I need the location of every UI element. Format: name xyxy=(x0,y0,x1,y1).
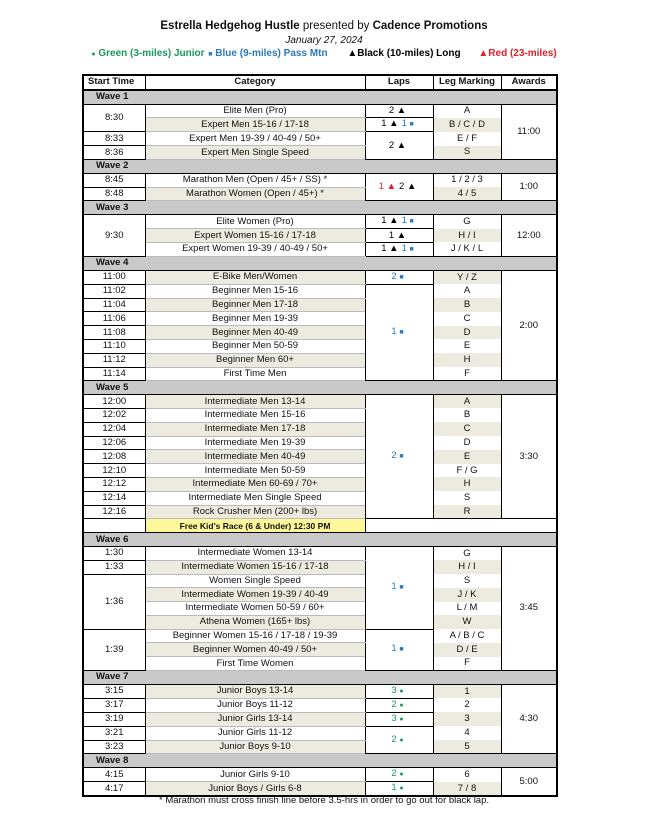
blue-course-icon: ■ xyxy=(409,218,414,226)
table-row xyxy=(83,464,557,478)
laps xyxy=(365,270,433,284)
event-date: January 27, 2024 xyxy=(285,35,363,46)
start-time: 1:39 xyxy=(83,629,145,670)
awards-time: 5:00 xyxy=(501,768,557,797)
table-row xyxy=(83,104,557,118)
laps xyxy=(365,229,433,243)
start-time: 11:08 xyxy=(83,326,145,340)
leg-marking: F xyxy=(433,657,501,671)
table-row xyxy=(83,339,557,353)
leg-marking: G xyxy=(433,215,501,229)
start-time: 12:02 xyxy=(83,408,145,422)
category: Elite Women (Pro) xyxy=(145,215,365,229)
lap-count xyxy=(391,734,403,745)
leg-marking: C xyxy=(433,422,501,436)
leg-marking: C xyxy=(433,312,501,326)
lap-number: 1 xyxy=(401,215,407,227)
awards-time: 3:30 xyxy=(501,395,557,519)
category: Junior Girls 11-12 xyxy=(145,726,365,740)
lap-number: 1 xyxy=(381,118,387,130)
leg-marking: B xyxy=(433,408,501,422)
lap-number: 3 xyxy=(391,684,397,696)
category: Intermediate Men 50-59 xyxy=(145,464,365,478)
lap-number: 1 xyxy=(381,215,387,227)
wave-header-row xyxy=(83,201,557,215)
wave-label: Wave 7 xyxy=(83,671,557,685)
category: Rock Crusher Men (200+ lbs) xyxy=(145,505,365,519)
blue-course-icon: ■ xyxy=(409,245,414,253)
table-row xyxy=(83,353,557,367)
leg-marking: 4 / 5 xyxy=(433,187,501,201)
awards-time: 11:00 xyxy=(501,104,557,159)
category: Beginner Men 19-39 xyxy=(145,312,365,326)
table-row xyxy=(83,270,557,284)
start-time: 8:33 xyxy=(83,132,145,146)
leg-marking: B / C / D xyxy=(433,118,501,132)
category: Marathon Women (Open / 45+) * xyxy=(145,187,365,201)
leg-marking: H / I xyxy=(433,560,501,574)
leg-marking: Y / Z xyxy=(433,270,501,284)
category: Expert Women 19-39 / 40-49 / 50+ xyxy=(145,242,365,256)
category: Junior Boys / Girls 6-8 xyxy=(145,782,365,797)
laps xyxy=(365,104,433,118)
red-course-icon: ▲ xyxy=(386,181,396,193)
leg-marking: B xyxy=(433,298,501,312)
leg-marking: H xyxy=(433,353,501,367)
category: Intermediate Men 15-16 xyxy=(145,408,365,422)
category: First Time Men xyxy=(145,367,365,381)
table-row xyxy=(83,560,557,574)
table-row xyxy=(83,298,557,312)
promoter-name: Cadence Promotions xyxy=(372,20,488,32)
course-legend xyxy=(0,48,648,59)
start-time: 8:45 xyxy=(83,173,145,187)
lap-count xyxy=(402,215,414,226)
lap-count xyxy=(391,271,403,282)
lap-number: 2 xyxy=(391,450,397,462)
lap-count xyxy=(381,118,398,129)
table-row xyxy=(83,326,557,340)
wave-header-row xyxy=(83,159,557,173)
category: Beginner Men 40-49 xyxy=(145,326,365,340)
wave-header-row xyxy=(83,754,557,768)
event-title xyxy=(0,20,648,32)
leg-marking: A / B / C xyxy=(433,629,501,643)
category: Expert Men 15-16 / 17-18 xyxy=(145,118,365,132)
start-time: 12:16 xyxy=(83,505,145,519)
category: E-Bike Men/Women xyxy=(145,270,365,284)
leg-marking: 6 xyxy=(433,768,501,782)
category: Beginner Men 17-18 xyxy=(145,298,365,312)
category: Beginner Men 60+ xyxy=(145,353,365,367)
laps xyxy=(365,132,433,160)
leg-marking: E xyxy=(433,339,501,353)
leg-marking: H / I xyxy=(433,229,501,243)
laps xyxy=(365,684,433,698)
leg-marking: 1 xyxy=(433,684,501,698)
lap-count xyxy=(389,105,406,116)
table-row xyxy=(83,602,557,616)
start-time: 12:08 xyxy=(83,450,145,464)
table-row xyxy=(83,684,557,698)
empty-cell xyxy=(83,519,145,533)
category: Junior Girls 13-14 xyxy=(145,712,365,726)
wave-label: Wave 6 xyxy=(83,533,557,547)
table-row xyxy=(83,146,557,160)
start-time: 1:33 xyxy=(83,560,145,574)
leg-marking: A xyxy=(433,284,501,298)
lap-count xyxy=(399,181,416,192)
awards-time: 12:00 xyxy=(501,215,557,257)
laps xyxy=(365,242,433,256)
kids-race-note: Free Kid's Race (6 & Under) 12:30 PM xyxy=(145,519,365,533)
category: Intermediate Men Single Speed xyxy=(145,491,365,505)
leg-marking: 7 / 8 xyxy=(433,782,501,797)
table-row xyxy=(83,726,557,740)
category: Expert Women 15-16 / 17-18 xyxy=(145,229,365,243)
green-course-icon: ● xyxy=(399,771,404,779)
leg-marking: S xyxy=(433,574,501,588)
blue-course-icon: ■ xyxy=(399,453,404,461)
start-time: 3:17 xyxy=(83,698,145,712)
category: Beginner Women 15-16 / 17-18 / 19-39 xyxy=(145,629,365,643)
category: Elite Men (Pro) xyxy=(145,104,365,118)
start-time: 12:00 xyxy=(83,395,145,409)
leg-marking: D / E xyxy=(433,643,501,657)
start-time: 3:23 xyxy=(83,740,145,754)
start-time: 11:00 xyxy=(83,270,145,284)
header-row xyxy=(83,75,557,90)
empty-cell xyxy=(365,519,557,533)
lap-number: 2 xyxy=(388,139,395,151)
lap-number: 2 xyxy=(388,104,395,116)
category: Women Single Speed xyxy=(145,574,365,588)
lap-count xyxy=(391,326,403,337)
leg-marking: E / F xyxy=(433,132,501,146)
legend-blue: ■ Blue (9-miles) Pass Mtn xyxy=(208,48,328,59)
table-row xyxy=(83,187,557,201)
start-time: 3:21 xyxy=(83,726,145,740)
wave-label: Wave 4 xyxy=(83,256,557,270)
table-row xyxy=(83,491,557,505)
black-course-icon: ▲ xyxy=(396,139,407,151)
kids-race-row xyxy=(83,519,557,533)
table-row xyxy=(83,367,557,381)
lap-number: 1 xyxy=(391,326,397,338)
category: Intermediate Men 60-69 / 70+ xyxy=(145,477,365,491)
category: Beginner Men 15-16 xyxy=(145,284,365,298)
table-row xyxy=(83,740,557,754)
wave-label: Wave 8 xyxy=(83,754,557,768)
awards-time: 2:00 xyxy=(501,270,557,381)
red-triangle-icon: ▲ xyxy=(478,48,489,59)
category: Marathon Men (Open / 45+ / SS) * xyxy=(145,173,365,187)
lap-number: 1 xyxy=(391,782,397,794)
green-course-icon: ● xyxy=(399,687,404,695)
start-time: 12:04 xyxy=(83,422,145,436)
category: Beginner Men 50-59 xyxy=(145,339,365,353)
table-row xyxy=(83,615,557,629)
category: Intermediate Women 15-16 / 17-18 xyxy=(145,560,365,574)
wave-header-row xyxy=(83,381,557,395)
lap-count xyxy=(389,230,406,241)
laps xyxy=(365,118,433,132)
laps xyxy=(365,284,433,381)
leg-marking: R xyxy=(433,505,501,519)
start-time: 1:36 xyxy=(83,574,145,629)
lap-number: 2 xyxy=(391,270,397,282)
awards-time: 4:30 xyxy=(501,684,557,754)
table-row xyxy=(83,132,557,146)
leg-marking: D xyxy=(433,326,501,340)
table-row xyxy=(83,395,557,409)
category: Intermediate Men 19-39 xyxy=(145,436,365,450)
leg-marking: A xyxy=(433,104,501,118)
start-time: 12:06 xyxy=(83,436,145,450)
lap-number: 1 xyxy=(391,581,397,593)
laps xyxy=(365,768,433,782)
table-row xyxy=(83,229,557,243)
start-time: 8:48 xyxy=(83,187,145,201)
category: Intermediate Men 13-14 xyxy=(145,395,365,409)
table-row xyxy=(83,173,557,187)
table-row xyxy=(83,284,557,298)
start-time: 3:15 xyxy=(83,684,145,698)
wave-label: Wave 3 xyxy=(83,201,557,215)
green-circle-icon: ● xyxy=(91,51,96,58)
lap-count xyxy=(391,768,403,779)
table-row xyxy=(83,450,557,464)
leg-marking: E xyxy=(433,450,501,464)
lap-count xyxy=(379,181,396,192)
lap-number: 1 xyxy=(388,229,395,241)
schedule-table xyxy=(82,74,558,797)
table-row xyxy=(83,546,557,560)
lap-number: 1 xyxy=(401,118,407,130)
leg-marking: 5 xyxy=(433,740,501,754)
footnote: * Marathon must cross finish line before 3.5-hrs in order to go out for black lap. xyxy=(158,795,490,806)
lap-number: 2 xyxy=(391,733,397,745)
category: Intermediate Women 13-14 xyxy=(145,546,365,560)
table-row xyxy=(83,477,557,491)
category: Expert Men Single Speed xyxy=(145,146,365,160)
lap-number: 1 xyxy=(378,181,384,193)
start-time: 8:36 xyxy=(83,146,145,160)
start-time: 11:04 xyxy=(83,298,145,312)
table-row xyxy=(83,422,557,436)
wave-label: Wave 1 xyxy=(83,90,557,104)
lap-count xyxy=(391,450,403,461)
category: Intermediate Women 50-59 / 60+ xyxy=(145,602,365,616)
laps xyxy=(365,395,433,519)
table-row xyxy=(83,436,557,450)
legend-red: ▲Red (23-miles) xyxy=(478,48,557,59)
lap-number: 2 xyxy=(391,698,397,710)
black-course-icon: ▲ xyxy=(389,242,399,254)
category: Athena Women (165+ lbs) xyxy=(145,615,365,629)
lap-count xyxy=(381,215,398,226)
category: Junior Boys 9-10 xyxy=(145,740,365,754)
green-course-icon: ● xyxy=(399,785,404,793)
category: Expert Men 19-39 / 40-49 / 50+ xyxy=(145,132,365,146)
black-triangle-icon: ▲ xyxy=(347,48,358,59)
start-time: 4:17 xyxy=(83,782,145,797)
col-category: Category xyxy=(145,75,365,90)
start-time: 12:14 xyxy=(83,491,145,505)
leg-marking: F / G xyxy=(433,464,501,478)
start-time: 4:15 xyxy=(83,768,145,782)
lap-count xyxy=(391,685,403,696)
leg-marking: F xyxy=(433,367,501,381)
black-course-icon: ▲ xyxy=(389,118,399,130)
leg-marking: L / M xyxy=(433,602,501,616)
blue-course-icon: ■ xyxy=(399,273,404,281)
start-time: 9:30 xyxy=(83,215,145,257)
start-time: 3:19 xyxy=(83,712,145,726)
laps xyxy=(365,629,433,670)
black-course-icon: ▲ xyxy=(389,215,399,227)
black-course-icon: ▲ xyxy=(406,181,417,193)
start-time: 11:06 xyxy=(83,312,145,326)
lap-number: 1 xyxy=(381,242,387,254)
table-row xyxy=(83,408,557,422)
legend-black: ▲Black (10-miles) Long xyxy=(347,48,461,59)
lap-count xyxy=(381,243,398,254)
leg-marking: G xyxy=(433,546,501,560)
laps xyxy=(365,712,433,726)
black-course-icon: ▲ xyxy=(396,229,407,241)
green-course-icon: ● xyxy=(399,736,404,744)
col-leg-marking: Leg Marking xyxy=(433,75,501,90)
wave-label: Wave 5 xyxy=(83,381,557,395)
category: Intermediate Women 19-39 / 40-49 xyxy=(145,588,365,602)
laps xyxy=(365,546,433,629)
table-row xyxy=(83,242,557,256)
table-row xyxy=(83,712,557,726)
black-course-icon: ▲ xyxy=(396,104,407,116)
lap-count xyxy=(402,118,414,129)
category: Beginner Women 40-49 / 50+ xyxy=(145,643,365,657)
leg-marking: D xyxy=(433,436,501,450)
presented-by: presented by xyxy=(302,20,370,32)
laps xyxy=(365,215,433,229)
category: Intermediate Men 40-49 xyxy=(145,450,365,464)
start-time: 11:10 xyxy=(83,339,145,353)
blue-square-icon: ■ xyxy=(208,51,213,58)
wave-header-row xyxy=(83,533,557,547)
lap-number: 1 xyxy=(391,643,397,655)
blue-course-icon: ■ xyxy=(399,329,404,337)
leg-marking: S xyxy=(433,146,501,160)
laps xyxy=(365,173,433,201)
wave-header-row xyxy=(83,671,557,685)
category: First Time Women xyxy=(145,657,365,671)
category: Junior Boys 13-14 xyxy=(145,684,365,698)
category: Junior Girls 9-10 xyxy=(145,768,365,782)
start-time: 11:14 xyxy=(83,367,145,381)
start-time: 12:12 xyxy=(83,477,145,491)
event-name: Estrella Hedgehog Hustle xyxy=(160,20,300,32)
lap-number: 3 xyxy=(391,712,397,724)
leg-marking: S xyxy=(433,491,501,505)
table-row xyxy=(83,505,557,519)
lap-count xyxy=(391,713,403,724)
table-row xyxy=(83,588,557,602)
table-row xyxy=(83,312,557,326)
start-time: 12:10 xyxy=(83,464,145,478)
table-row xyxy=(83,215,557,229)
table-row xyxy=(83,768,557,782)
table-row xyxy=(83,118,557,132)
start-time: 11:02 xyxy=(83,284,145,298)
lap-count xyxy=(391,581,403,592)
blue-course-icon: ■ xyxy=(399,584,404,592)
leg-marking: A xyxy=(433,395,501,409)
lap-number: 2 xyxy=(399,181,405,193)
blue-course-icon: ■ xyxy=(409,121,414,129)
col-awards: Awards xyxy=(501,75,557,90)
lap-number: 1 xyxy=(401,242,407,254)
table-row xyxy=(83,657,557,671)
green-course-icon: ● xyxy=(399,715,404,723)
awards-time: 3:45 xyxy=(501,546,557,670)
leg-marking: J / K / L xyxy=(433,242,501,256)
blue-course-icon: ■ xyxy=(399,646,404,654)
lap-count xyxy=(391,699,403,710)
leg-marking: J / K xyxy=(433,588,501,602)
lap-number: 2 xyxy=(391,768,397,780)
start-time: 8:30 xyxy=(83,104,145,132)
legend-green: ● Green (3-miles) Junior xyxy=(91,48,205,59)
leg-marking: 2 xyxy=(433,698,501,712)
leg-marking: 4 xyxy=(433,726,501,740)
wave-label: Wave 2 xyxy=(83,159,557,173)
lap-count xyxy=(391,643,403,654)
laps xyxy=(365,698,433,712)
wave-header-row xyxy=(83,90,557,104)
col-start-time: Start Time xyxy=(83,75,145,90)
leg-marking: 3 xyxy=(433,712,501,726)
lap-count xyxy=(391,782,403,793)
laps xyxy=(365,726,433,754)
start-time: 11:12 xyxy=(83,353,145,367)
lap-count xyxy=(402,243,414,254)
lap-count xyxy=(389,140,406,151)
awards-time: 1:00 xyxy=(501,173,557,201)
table-row xyxy=(83,629,557,643)
category: Junior Boys 11-12 xyxy=(145,698,365,712)
table-row xyxy=(83,698,557,712)
leg-marking: W xyxy=(433,615,501,629)
wave-header-row xyxy=(83,256,557,270)
start-time: 1:30 xyxy=(83,546,145,560)
green-course-icon: ● xyxy=(399,701,404,709)
table-row xyxy=(83,643,557,657)
leg-marking: 1 / 2 / 3 xyxy=(433,173,501,187)
col-laps: Laps xyxy=(365,75,433,90)
category: Intermediate Men 17-18 xyxy=(145,422,365,436)
table-row xyxy=(83,574,557,588)
leg-marking: H xyxy=(433,477,501,491)
